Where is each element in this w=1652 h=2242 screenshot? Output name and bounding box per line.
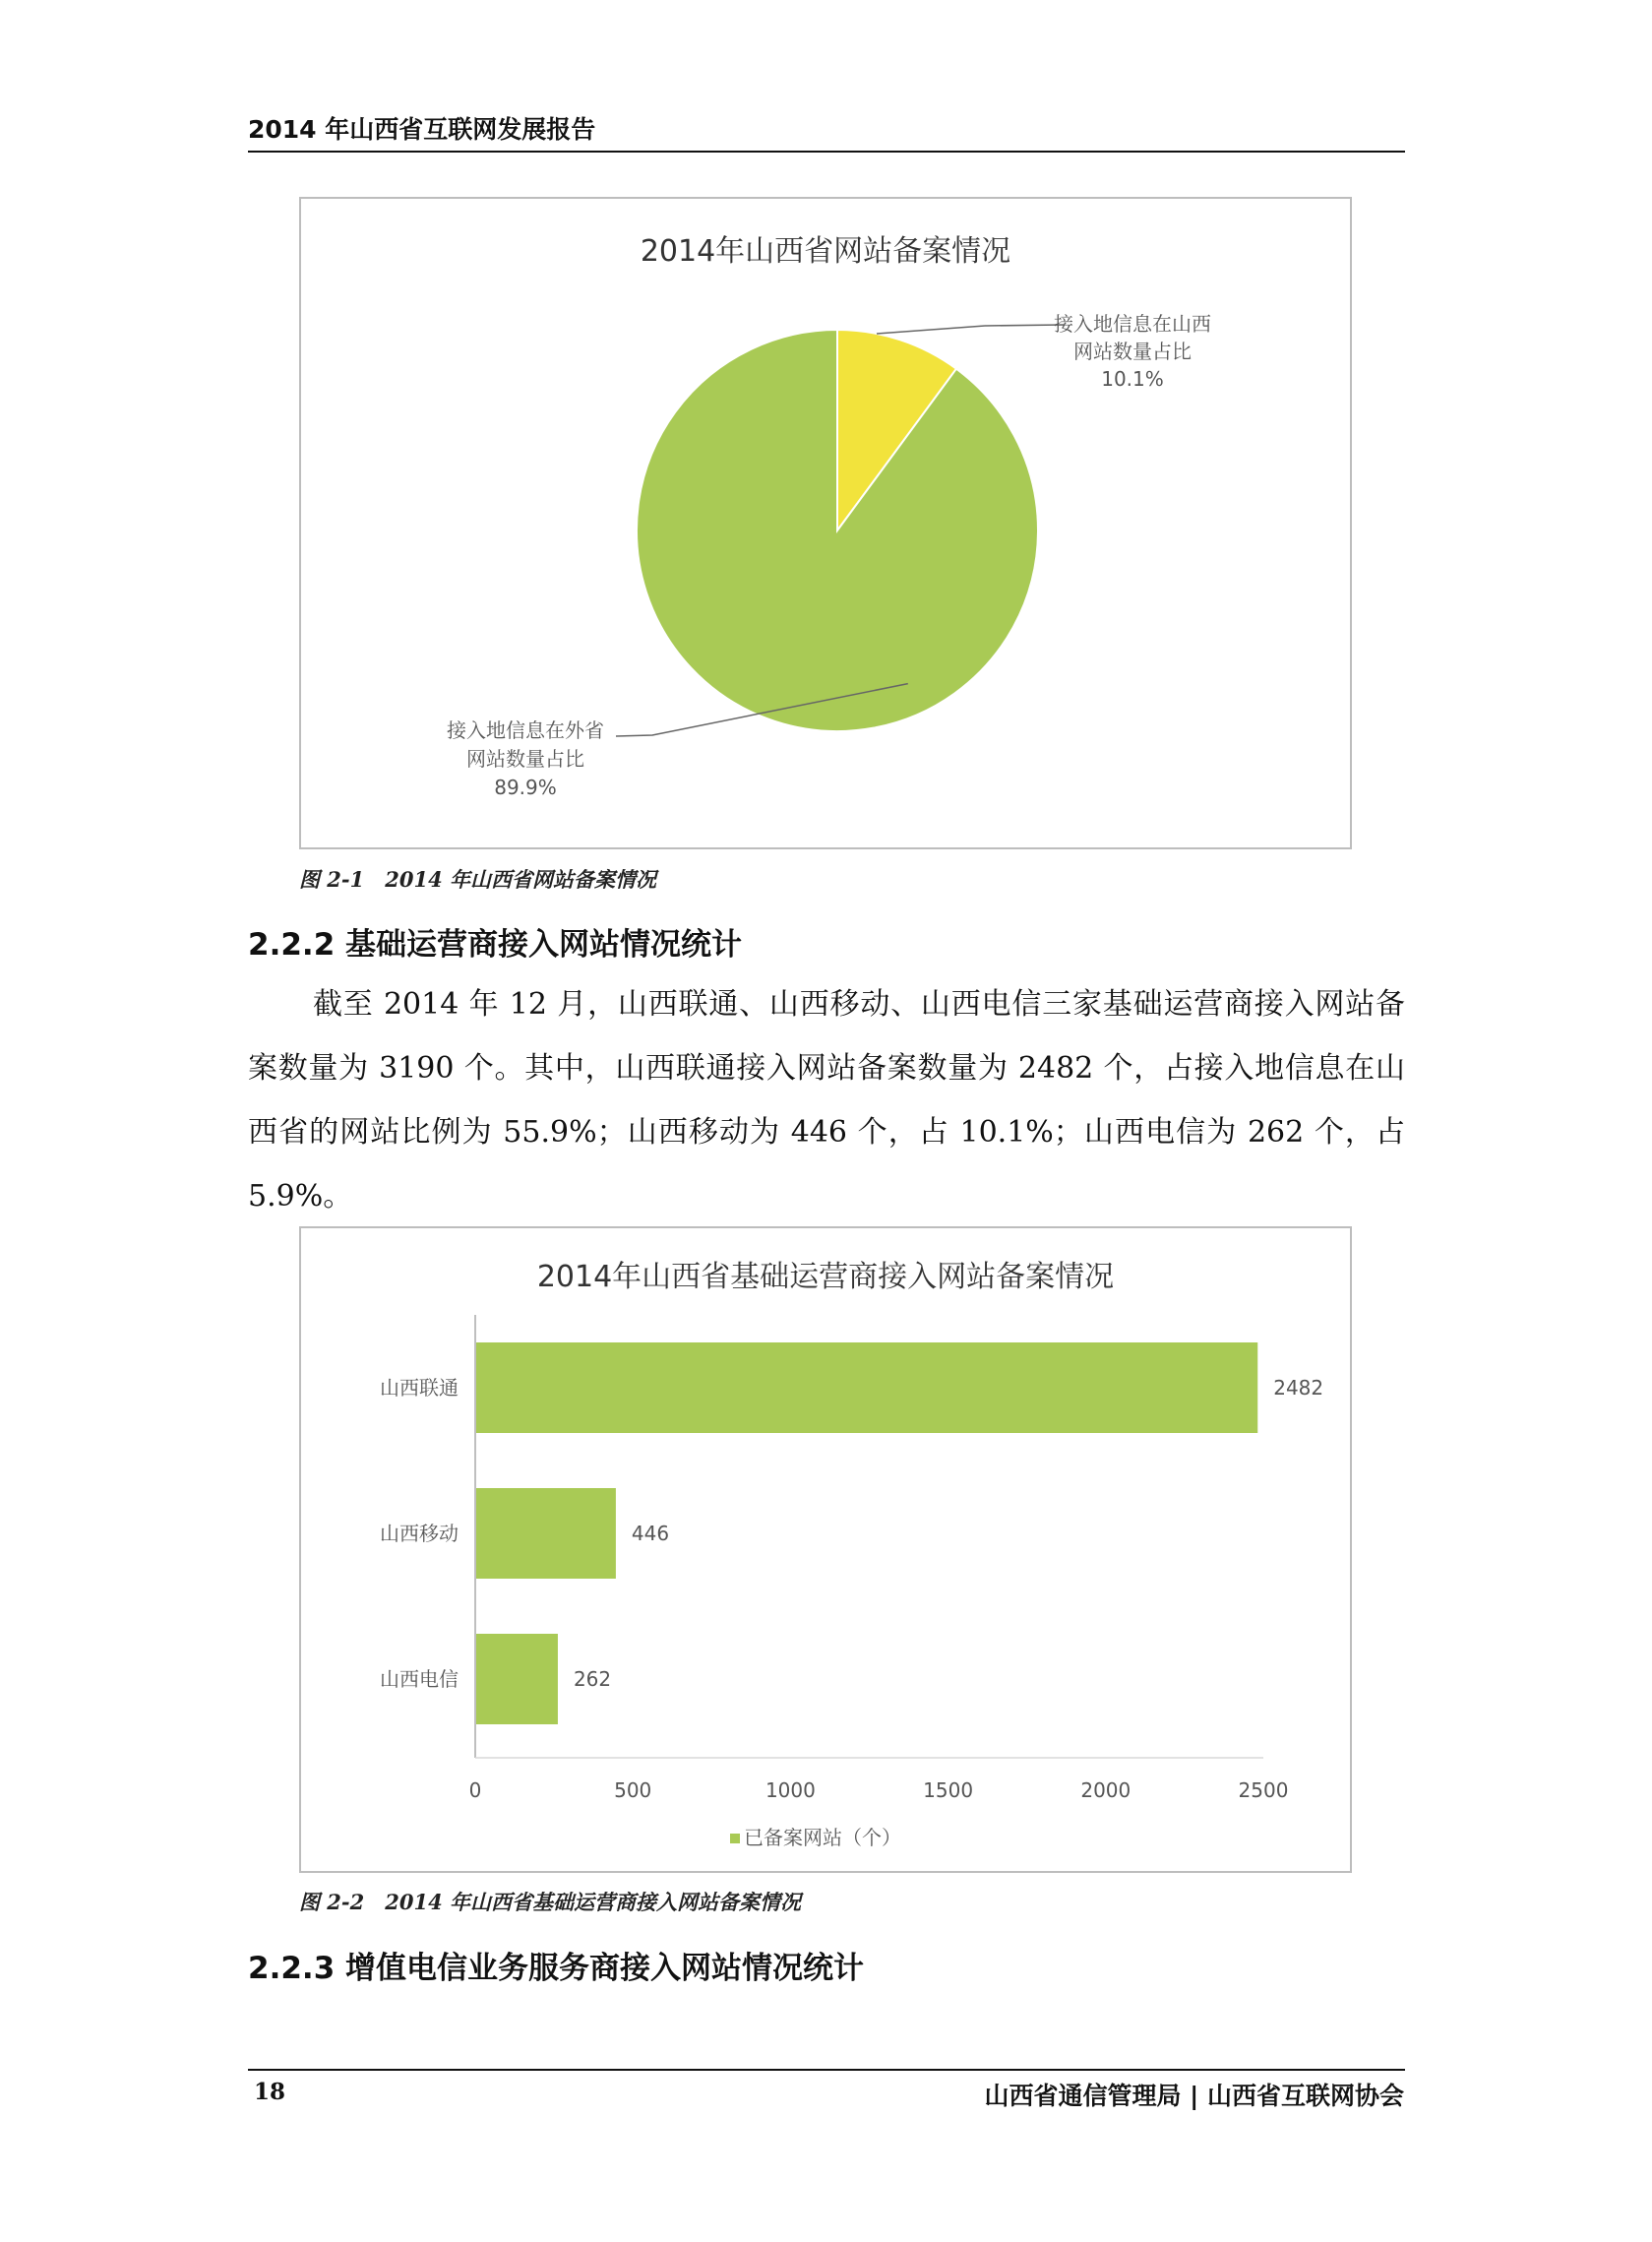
section-heading-2-2-2: 2.2.2 基础运营商接入网站情况统计 bbox=[248, 927, 743, 963]
pie-label-2-line1: 接入地信息在外省 bbox=[447, 718, 604, 742]
body-paragraph: 截至 2014 年 12 月，山西联通、山西移动、山西电信三家基础运营商接入网站备案数量为 3190 个。其中，山西联通接入网站备案数量为 2482 个，占接入地信息在山西省的网站比例为 55.9%；山西移动为 446 个，占 10.1%；山西电信为 262 个，占 5.9%。 bbox=[248, 987, 1405, 1214]
section-heading-2-2-3: 2.2.3 增值电信业务服务商接入网站情况统计 bbox=[248, 1951, 865, 1986]
x-tick-label-4: 2000 bbox=[1080, 1778, 1132, 1802]
page-number: 18 bbox=[254, 2079, 286, 2105]
bar-3 bbox=[476, 1634, 558, 1724]
bar-2 bbox=[476, 1488, 616, 1579]
leader-line-1 bbox=[877, 325, 1064, 334]
footer-rule bbox=[248, 2069, 1405, 2071]
figure-caption-1: 图 2-1 2014 年山西省网站备案情况 bbox=[299, 867, 657, 892]
bar-chart-title: 2014年山西省基础运营商接入网站备案情况 bbox=[536, 1260, 1115, 1294]
header-rule bbox=[248, 151, 1405, 153]
category-label-2: 山西移动 bbox=[380, 1522, 459, 1545]
legend-label: 已备案网站（个） bbox=[744, 1826, 901, 1849]
pie-label-2-value: 89.9% bbox=[494, 776, 557, 799]
bar-chart-frame bbox=[299, 1226, 1352, 1873]
x-tick-label-5: 2500 bbox=[1238, 1778, 1289, 1802]
pie-label-1-line1: 接入地信息在山西 bbox=[1054, 312, 1211, 336]
pie-label-2-line2: 网站数量占比 bbox=[466, 747, 584, 771]
footer-organization: 山西省通信管理局 | 山西省互联网协会 bbox=[984, 2082, 1404, 2110]
pie-chart-frame bbox=[299, 197, 1352, 849]
data-label-2: 446 bbox=[631, 1522, 670, 1545]
running-header: 2014 年山西省互联网发展报告 bbox=[248, 115, 596, 144]
legend-swatch bbox=[730, 1834, 740, 1843]
category-label-1: 山西联通 bbox=[380, 1376, 459, 1400]
bar-chart bbox=[301, 1228, 1350, 1871]
x-tick-label-0: 0 bbox=[468, 1778, 482, 1802]
x-tick-label-1: 500 bbox=[614, 1778, 652, 1802]
pie-label-1-value: 10.1% bbox=[1101, 367, 1164, 391]
pie-chart-title: 2014年山西省网站备案情况 bbox=[640, 234, 1011, 269]
pie-chart bbox=[301, 199, 1350, 847]
pie-label-1-line2: 网站数量占比 bbox=[1073, 340, 1192, 363]
figure-caption-2: 图 2-2 2014 年山西省基础运营商接入网站备案情况 bbox=[299, 1890, 802, 1914]
category-label-3: 山西电信 bbox=[380, 1667, 459, 1691]
pie-slice-2 bbox=[637, 330, 1038, 731]
x-tick-label-3: 1500 bbox=[923, 1778, 974, 1802]
x-tick-label-2: 1000 bbox=[765, 1778, 816, 1802]
data-label-1: 2482 bbox=[1273, 1376, 1324, 1400]
bar-1 bbox=[476, 1342, 1257, 1433]
data-label-3: 262 bbox=[573, 1667, 612, 1691]
